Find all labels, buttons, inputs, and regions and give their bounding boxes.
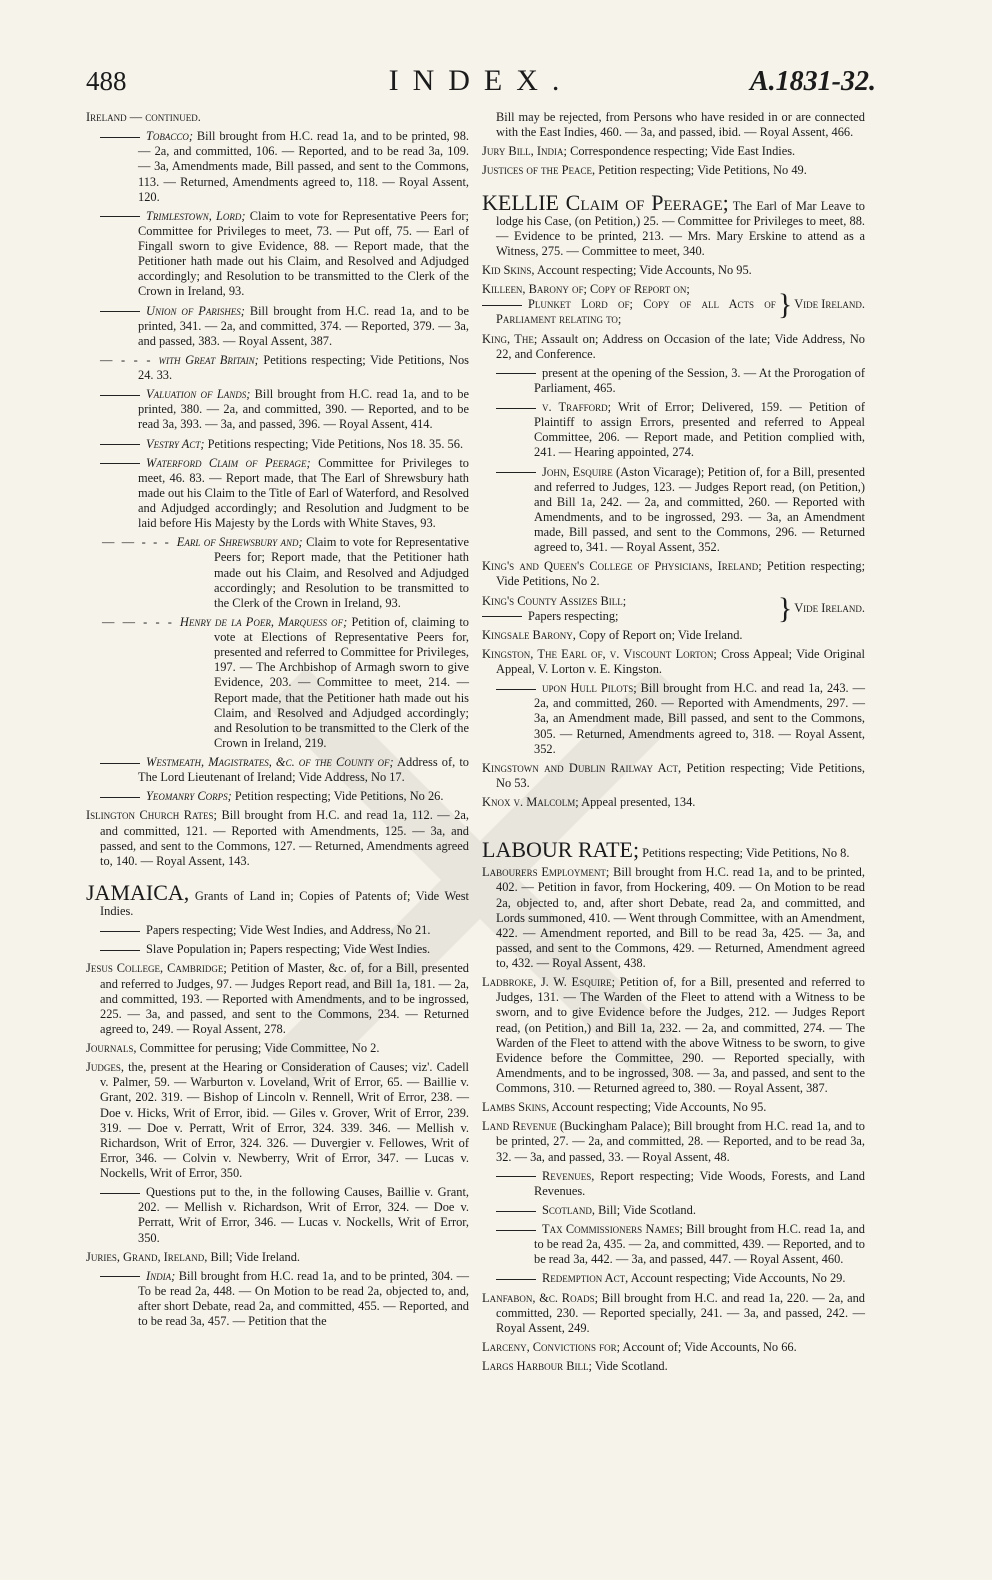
entry-killeen: Killeen, Barony of; Copy of Report on;	[482, 282, 690, 297]
entry-valuation-of-lands: Valuation of Lands; Bill brought from H.C. read 1a, and to be printed, 380. — 2a, and committed, 390. — Reported, and to be read 3a, 393. — 3a, and passed, 396. — Royal Assent, 414.	[86, 387, 469, 432]
page-title: INDEX.	[388, 64, 574, 97]
left-column	[86, 110, 469, 1333]
entry-tobacco: Tobacco; Bill brought from H.C. read 1a, and to be printed, 98. — 2a, and committed, 106. — Reported, and to be read 3a, 109. — 3a, Amendments made, Bill passed, and sent to the Commons, 113. — Returned, Amendments agreed to, 118. — Royal Assent, 120.	[86, 129, 469, 205]
right-column	[482, 110, 865, 1378]
entry-kingston-earl: Kingston, The Earl of, v. Viscount Lorton; Cross Appeal; Vide Original Appeal, V. Lorton v. E. Kingston.	[482, 646, 865, 676]
entry-earl-of-shrewsbury: — — - Earl of Shrewsbury and; Claim to vote for Representative Peers for; Report made, that the Petitioner hath made out his Claim, and Resolved and Adjudged accordingly; and Resolution to be transmitted to the Clerk of the Crown in Ireland, 93.	[86, 535, 469, 611]
entry-king-the: King, The; Assault on; Address on Occasion of the late; Vide Address, No 22, and Conference.	[482, 331, 865, 361]
entry-jamaica-papers: Papers respecting; Vide West Indies, and Address, No 21.	[86, 923, 469, 938]
entry-king-v-trafford: v. Trafford; Writ of Error; Delivered, 159. — Petition of Plaintiff to assign Errors, presented and referred to Appeal Committee, 206. — Report made, and Petition complied with, 241. — Hearing appointed, 274.	[482, 400, 865, 461]
entry-islington-church-rates: Islington Church Rates; Bill brought from H.C. and read 1a, 112. — 2a, and committed, 121. — Reported with Amendments, 125. — 3a, and passed, and sent to the Commons, 127. — Returned, Amendments agreed to, 140. — Royal Assent, 143.	[86, 808, 469, 868]
killeen-vide-ireland: Vide Ireland.	[794, 297, 865, 312]
entry-henry-de-la-poer: — — - Henry de la Poer, Marquess of; Petition of, claiming to vote at Elections of Representative Peers for, presented and referred to Committee for Privileges, 197. — The Archbishop of Armagh sworn to give Evidence, 203. — Committee to meet, 214. — Report made, that the Petitioner hath made out his Claim, and Resolved and Adjudged accordingly; and Resolution to be transmitted to the Clerk of the Crown in Ireland, 219.	[86, 615, 469, 751]
entry-lanfabon-roads: Lanfabon, &c. Roads; Bill brought from H.C. and read 1a, 220. — 2a, and committed, 230. — Reported specially, 241. — 3a, and passed, 242. — Royal Assent, 249.	[482, 1290, 865, 1335]
kings-county-vide-ireland: Vide Ireland.	[794, 601, 865, 616]
entry-redemption-act: Redemption Act, Account respecting; Vide Accounts, No 29.	[482, 1271, 865, 1286]
entry-jesus-college: Jesus College, Cambridge; Petition of Master, &c. of, for a Bill, presented and referred to Judges, 97. — Judges Report read, and Bill 1a, 181. — 2a, and committed, 193. — Reported with Amendments, and to be ingrossed, 225. — 3a, and passed, and sent to the Commons, 234. — Returned agreed to, 249. — Royal Assent, 278.	[86, 961, 469, 1036]
continued-heading: Ireland — continued.	[86, 110, 201, 124]
entry-john-esquire: John, Esquire (Aston Vicarage); Petition of, for a Bill, presented and referred to Judges, 123. — Judges Report read, (on Petition,) and Bill 1a, 242. — 2a, and committed, 260. — Reported with Amendments, and to be ingrossed, 293. — 3a, an Amendment made, Bill passed, and sent to the Commons, 296. — Returned agreed to, 341. — Royal Assent, 352.	[482, 465, 865, 556]
entry-trimlestown: Trimlestown, Lord; Claim to vote for Representative Peers for; Committee for Privileges to meet, 73. — Put off, 75. — Earl of Fingall sworn to give Evidence, 88. — Report made, that the Petitioner hath made out his Claim, and Resolved and Adjudged accordingly; and Resolution to be transmitted to the Clerk of the Crown in Ireland, 93.	[86, 209, 469, 300]
entry-kingstown-dublin-railway: Kingstown and Dublin Railway Act, Petition respecting; Vide Petitions, No 53.	[482, 760, 865, 790]
entry-yeomanry-corps: Yeomanry Corps; Petition respecting; Vide Petitions, No 26.	[86, 789, 469, 804]
entry-journals: Journals, Committee for perusing; Vide Committee, No 2.	[86, 1041, 380, 1055]
entry-kings-county-assizes: King's County Assizes Bill;	[482, 593, 627, 608]
entry-judges: Judges, the, present at the Hearing or Consideration of Causes; viz'. Cadell v. Palmer, 59. — Warburton v. Loveland, Writ of Error, 65. — Baillie v. Grant, 202. 319. — Bishop of Lincoln v. Rennell, Writ of Error, 238. — Doe v. Hicks, Writ of Error, ibid. — Giles v. Grover, Writ of Error, 239. 319. — Doe v. Perratt, Writ of Error, 324. 339. 346. — Mellish v. Richardson, Writ of Error, 324. 326. — Duvergier v. Fellowes, Writ of Error, 346. — Colvin v. Newberry, Writ of Error, 347. — Lucas v. Nockells, Writ of Error, 350.	[86, 1060, 469, 1180]
entry-largs-harbour: Largs Harbour Bill; Vide Scotland.	[482, 1359, 668, 1373]
entry-justices-of-the-peace: Justices of the Peace, Petition respecting; Vide Petitions, No 49.	[482, 163, 807, 178]
entry-kingsale-barony: Kingsale Barony, Copy of Report on; Vide Ireland.	[482, 627, 743, 642]
entry-knox-v-malcolm: Knox v. Malcolm; Appeal presented, 134.	[482, 795, 696, 809]
entry-union-of-parishes: Union of Parishes; Bill brought from H.C. read 1a, and to be printed, 341. — 2a, and committed, 374. — Reported, 379. — 3a, and passed, 383. — Royal Assent, 387.	[86, 304, 469, 349]
entry-with-great-britain: — - - - with Great Britain; Petitions respecting; Vide Petitions, Nos 24. 33.	[86, 353, 469, 383]
entry-kingston-hull-pilots: upon Hull Pilots; Bill brought from H.C. and read 1a, 243. — 2a, and committed, 260. — Reported with Amendments, 297. — 3a, an Amendment made, Bill passed, and sent to the Commons, 305. — Returned, Amendments agreed to, 318. — Royal Assent, 352.	[482, 681, 865, 757]
entry-juries-grand-ireland: Juries, Grand, Ireland, Bill; Vide Ireland.	[86, 1249, 301, 1264]
entry-juries-india: India; Bill brought from H.C. read 1a, and to be printed, 304. — To be read 2a, 448. — On Motion to be read 2a, objected to, and, after short Debate, read 2a, and committed, 455. — Reported, and to be read 3a, 457. — Petition that the	[86, 1269, 469, 1330]
entry-kings-county-group	[482, 591, 865, 625]
entry-ladbroke: Ladbroke, J. W. Esquire; Petition of, for a Bill, presented and referred to Judges, 131. — The Warden of the Fleet to attend with a Witness to be sworn, and to give Evidence before the Judges, 212. — Judges Report read, (on Petition,) and Bill 1a, 232. — 2a, and committed, 274. — The Warden of the Fleet to attend with the above Witness to be sworn, to give Evidence before the Committee, 290. — Reported specially, with Amendments, and to be ingrossed, 308. — 3a, and passed, and sent to the Commons, 310. — Returned agreed to, 380. — Royal Assent, 387.	[482, 975, 866, 1095]
entry-kings-county-papers: Papers respecting;	[496, 609, 776, 624]
page-number: 488	[86, 66, 127, 96]
entry-jamaica: JAMAICA, Grants of Land in; Copies of Patents of; Vide West Indies.	[86, 879, 469, 918]
entry-tax-commissioners: Tax Commissioners Names; Bill brought from H.C. read 1a, and to be read 2a, 435. — 2a, and committed, 439. — Reported, and to be read 3a, 442. — 3a, and passed, 447. — Royal Assent, 460.	[482, 1222, 865, 1267]
entry-india-continued: Bill may be rejected, from Persons who have resided in or are connected with the East Indies, 460. — 3a, and passed, ibid. — Royal Assent, 466.	[496, 110, 865, 140]
entry-judges-questions: Questions put to the, in the following Causes, Baillie v. Grant, 202. — Mellish v. Richardson, Writ of Error, 324. — Doe v. Perratt, Writ of Error, 346. — Lucas v. Nockells, Writ of Error, 350.	[86, 1185, 469, 1246]
entry-land-revenue-scotland: Scotland, Bill; Vide Scotland.	[482, 1203, 865, 1218]
entry-kid-skins: Kid Skins, Account respecting; Vide Accounts, No 95.	[482, 263, 752, 277]
page-header	[86, 66, 876, 106]
entry-larceny: Larceny, Convictions for; Account of; Vide Accounts, No 66.	[482, 1339, 797, 1354]
entry-westmeath: Westmeath, Magistrates, &c. of the County of; Address of, to The Lord Lieutenant of Ireland; Vide Address, No 17.	[86, 755, 469, 785]
entry-waterford: Waterford Claim of Peerage; Committee for Privileges to meet, 46. 83. — Report made, that The Earl of Shrewsbury hath made out his Claim to the Title of Earl of Waterford, and Resolved and Adjudged accordingly; and Resolution and Judgment to be laid before His Majesty by the Lords with White Staves, 93.	[86, 456, 469, 532]
entry-land-revenues-report: Revenues, Report respecting; Vide Woods, Forests, and Land Revenues.	[482, 1169, 865, 1199]
entry-jamaica-slave-population: Slave Population in; Papers respecting; Vide West Indies.	[86, 942, 469, 957]
session-year: A.1831-32.	[750, 66, 876, 97]
entry-jury-bill-india: Jury Bill, India; Correspondence respecting; Vide East Indies.	[482, 144, 796, 159]
entry-labourers-employment: Labourers Employment; Bill brought from H.C. read 1a, and to be printed, 402. — Petition in favor, from Hockering, 409. — On Motion to be read 2a, objected to, and, after short Debate, read 2a, and committed, and Lords summoned, 410. — Went through Committee, with an Amendment, 422. — Amendment reported, and Bill to be read 3a, 425. — 3a, and passed, and sent to the Commons, 429. — Returned, Amendment agreed to, 432. — Royal Assent, 438.	[482, 865, 865, 970]
entry-killeen-group	[482, 282, 865, 327]
entry-kellie-claim: KELLIE Claim of Peerage; The Earl of Mar Leave to lodge his Case, (on Petition,) 25. — Committee for Privileges to meet, 88. — Evidence to be printed, 213. — Mrs. Mary Erskine to attend as a Witness, 275. — Committee to meet, 340.	[482, 189, 865, 258]
entry-king-present: present at the opening of the Session, 3. — At the Prorogation of Parliament, 465.	[482, 366, 865, 396]
brace-glyph: }	[777, 287, 793, 321]
entry-kings-queens-college: King's and Queen's College of Physicians, Ireland; Petition respecting; Vide Petitions, No 2.	[482, 559, 866, 589]
brace-glyph: }	[777, 591, 793, 625]
entry-labour-rate: LABOUR RATE; Petitions respecting; Vide Petitions, No 8.	[482, 837, 850, 863]
entry-plunket: Plunket Lord of; Copy of all Acts of Parliament relating to;	[496, 297, 776, 327]
entry-lambs-skins: Lambs Skins, Account respecting; Vide Accounts, No 95.	[482, 1100, 767, 1115]
entry-land-revenue: Land Revenue (Buckingham Palace); Bill brought from H.C. read 1a, and to be printed, 27. — 2a, and committed, 28. — Reported, and to be read 3a, 32. — 3a, and passed, 33. — Royal Assent, 48.	[482, 1119, 865, 1164]
entry-vestry-act: Vestry Act; Petitions respecting; Vide Petitions, Nos 18. 35. 56.	[86, 437, 469, 452]
